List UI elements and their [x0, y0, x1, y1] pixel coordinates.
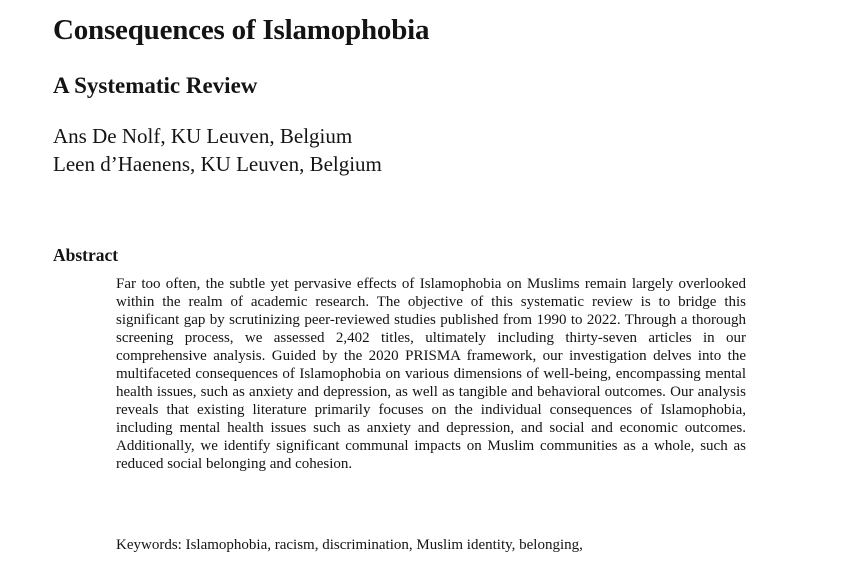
author-list — [53, 122, 382, 178]
author-line: Leen d’Haenens, KU Leuven, Belgium — [53, 152, 382, 176]
abstract-heading: Abstract — [53, 245, 119, 265]
paper-title: Consequences of Islamophobia — [53, 14, 430, 46]
abstract-text: Far too often, the subtle yet pervasive effects of Islamophobia on Muslims remain largely overlooked within the realm of academic research. The objective of this systematic review is to bridge this significant gap by scrutinizing peer-reviewed studies published from 1990 to 2022. Through a thorough screening process, we assessed 2,402 titles, ultimately including thirty-seven articles in our comprehensive analysis. Guided by the 2020 PRISMA framework, our investigation delves into the multifaceted consequences of Islamophobia on various dimensions of well-being, encompassing mental health issues, such as anxiety and depression, as well as tangible and behavioral outcomes. Our analysis reveals that existing literature primarily focuses on the individual consequences of Islamophobia, including mental health issues such as anxiety and depression, and social and economic outcomes. Additionally, we identify significant communal impacts on Muslim communities as a whole, such as reduced social belonging and cohesion. — [116, 276, 746, 472]
keywords-line: Keywords: Islamophobia, racism, discrimination, Muslim identity, belonging, — [116, 537, 583, 553]
paper-subtitle: A Systematic Review — [53, 73, 258, 98]
author-line: Ans De Nolf, KU Leuven, Belgium — [53, 124, 353, 148]
